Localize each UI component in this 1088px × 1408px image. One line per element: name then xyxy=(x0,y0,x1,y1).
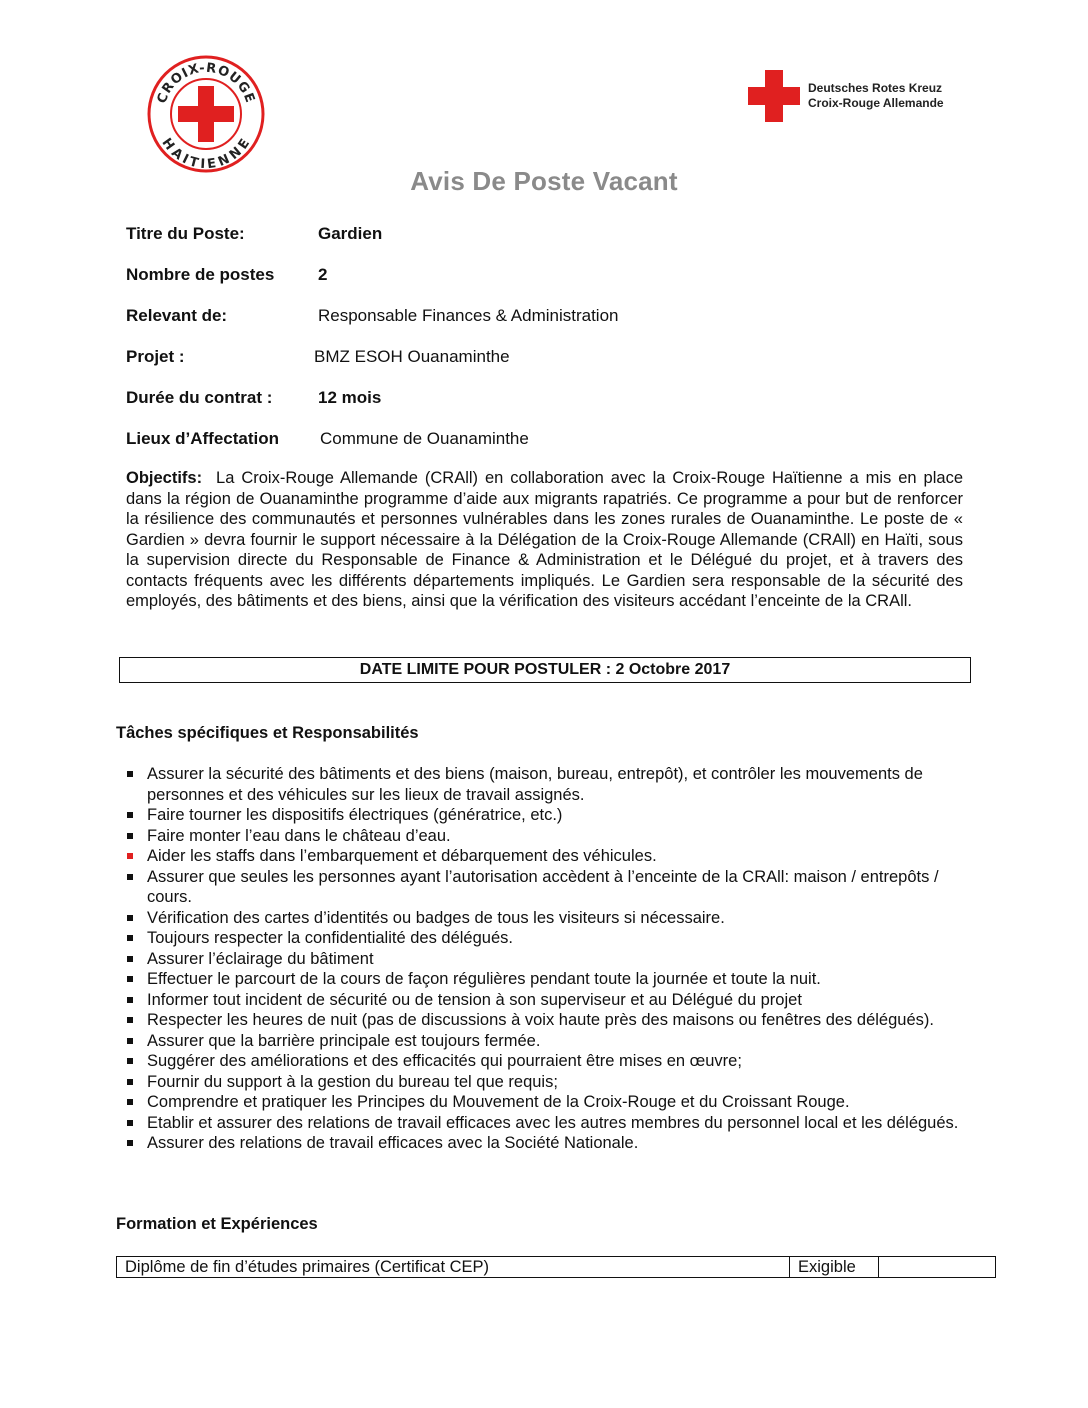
bullet-icon xyxy=(127,874,133,880)
list-item: Assurer que seules les personnes ayant l’autorisation accèdent à l’enceinte de la CRAll: maison / entrepôts / cours. xyxy=(126,867,966,908)
logo-top-text: CROIX-ROUGE xyxy=(154,60,258,106)
field-value-lieux: Commune de Ouanaminthe xyxy=(320,429,529,448)
field-label-nombre: Nombre de postes xyxy=(126,265,275,284)
red-cross-icon xyxy=(748,68,800,124)
list-item: Faire monter l’eau dans le château d’eau. xyxy=(126,826,966,847)
table-row xyxy=(117,1257,996,1278)
bullet-icon xyxy=(127,956,133,962)
objectives-text: La Croix-Rouge Allemande (CRAll) en collaboration avec la Croix-Rouge Haïtienne a mis en place dans la région de Ouanaminthe programme d’aide aux migrants rapatriés. Ce programme a pour but de renforcer la résilience des communautés et personnes vulnérables dans les zones rurales de Ouanaminthe. Le poste de « Gardien » devra fournir le support nécessaire à la Délégation de la Croix-Rouge Allemande (CRAll) en Haïti, sous la supervision directe du Responsable de Finance & Administration et le Délégué du projet, et à travers des contacts fréquents avec les différents départements impliqués. Le Gardien sera responsable de la sécurité des employés, des bâtiments et des biens, ainsi que la vérification des visiteurs accédant l’enceinte de la CRAll. xyxy=(126,469,964,610)
field-value-relevant: Responsable Finances & Administration xyxy=(318,306,619,325)
list-item: Aider les staffs dans l’embarquement et débarquement des véhicules. xyxy=(126,846,966,867)
croix-rouge-haitienne-logo xyxy=(144,52,268,176)
extra-cell xyxy=(879,1257,996,1278)
bullet-icon xyxy=(127,812,133,818)
objectives-paragraph xyxy=(126,468,963,612)
bullet-icon xyxy=(127,1017,133,1023)
field-label-relevant: Relevant de: xyxy=(126,306,228,325)
bullet-icon xyxy=(127,1140,133,1146)
list-item: Suggérer des améliorations et des efficacités qui pourraient être mises en œuvre; xyxy=(126,1051,966,1072)
formation-heading: Formation et Expériences xyxy=(116,1215,318,1233)
drk-line-2: Croix-Rouge Allemande xyxy=(808,96,944,110)
drk-logo xyxy=(748,68,958,124)
list-item: Assurer l’éclairage du bâtiment xyxy=(126,949,966,970)
list-item: Informer tout incident de sécurité ou de tension à son superviseur et au Délégué du projet xyxy=(126,990,966,1011)
list-item: Etablir et assurer des relations de travail efficaces avec les autres membres du personnel local et les délégués. xyxy=(126,1113,966,1134)
list-item: Fournir du support à la gestion du bureau tel que requis; xyxy=(126,1072,966,1093)
tasks-list xyxy=(126,764,966,1154)
bullet-icon xyxy=(127,1038,133,1044)
list-item: Faire tourner les dispositifs électriques (génératrice, etc.) xyxy=(126,805,966,826)
status-cell: Exigible xyxy=(790,1257,879,1278)
field-value-titre: Gardien xyxy=(318,224,383,243)
bullet-icon xyxy=(127,1120,133,1126)
formation-table xyxy=(116,1256,996,1278)
bullet-icon xyxy=(127,915,133,921)
document-title: Avis De Poste Vacant xyxy=(410,166,678,196)
requirement-cell: Diplôme de fin d’études primaires (Certificat CEP) xyxy=(117,1257,790,1278)
list-item: Assurer la sécurité des bâtiments et des biens (maison, bureau, entrepôt), et contrôler les mouvements de personnes et des véhicules sur les lieux de travail assignés. xyxy=(126,764,966,805)
field-label-titre: Titre du Poste: xyxy=(126,224,245,243)
bullet-icon xyxy=(127,853,133,859)
field-label-duree: Durée du contrat : xyxy=(126,388,273,407)
field-value-projet: BMZ ESOH Ouanaminthe xyxy=(314,347,510,366)
drk-line-1: Deutsches Rotes Kreuz xyxy=(808,81,943,95)
objectives-label: Objectifs: xyxy=(126,469,203,487)
bullet-icon xyxy=(127,771,133,777)
bullet-icon xyxy=(127,997,133,1003)
list-item: Assurer que la barrière principale est toujours fermée. xyxy=(126,1031,966,1052)
bullet-icon xyxy=(127,833,133,839)
logo-bottom-text: HAITIENNE xyxy=(158,135,254,173)
field-value-duree: 12 mois xyxy=(318,388,382,407)
deadline-banner: DATE LIMITE POUR POSTULER : 2 Octobre 2017 xyxy=(119,657,971,683)
list-item: Vérification des cartes d’identités ou badges de tous les visiteurs si nécessaire. xyxy=(126,908,966,929)
list-item: Comprendre et pratiquer les Principes du Mouvement de la Croix-Rouge et du Croissant Rouge. xyxy=(126,1092,966,1113)
list-item: Effectuer le parcourt de la cours de façon régulières pendant toute la journée et toute la nuit. xyxy=(126,969,966,990)
bullet-icon xyxy=(127,1058,133,1064)
bullet-icon xyxy=(127,976,133,982)
list-item: Toujours respecter la confidentialité des délégués. xyxy=(126,928,966,949)
bullet-icon xyxy=(127,1079,133,1085)
bullet-icon xyxy=(127,1099,133,1105)
bullet-icon xyxy=(127,935,133,941)
drk-logo-text xyxy=(808,81,944,111)
tasks-heading: Tâches spécifiques et Responsabilités xyxy=(116,724,419,742)
list-item: Respecter les heures de nuit (pas de discussions à voix haute près des maisons ou fenêtres des délégués). xyxy=(126,1010,966,1031)
field-label-projet: Projet : xyxy=(126,347,185,366)
field-label-lieux: Lieux d’Affectation xyxy=(126,429,280,448)
field-value-nombre: 2 xyxy=(318,265,328,284)
list-item: Assurer des relations de travail efficaces avec la Société Nationale. xyxy=(126,1133,966,1154)
